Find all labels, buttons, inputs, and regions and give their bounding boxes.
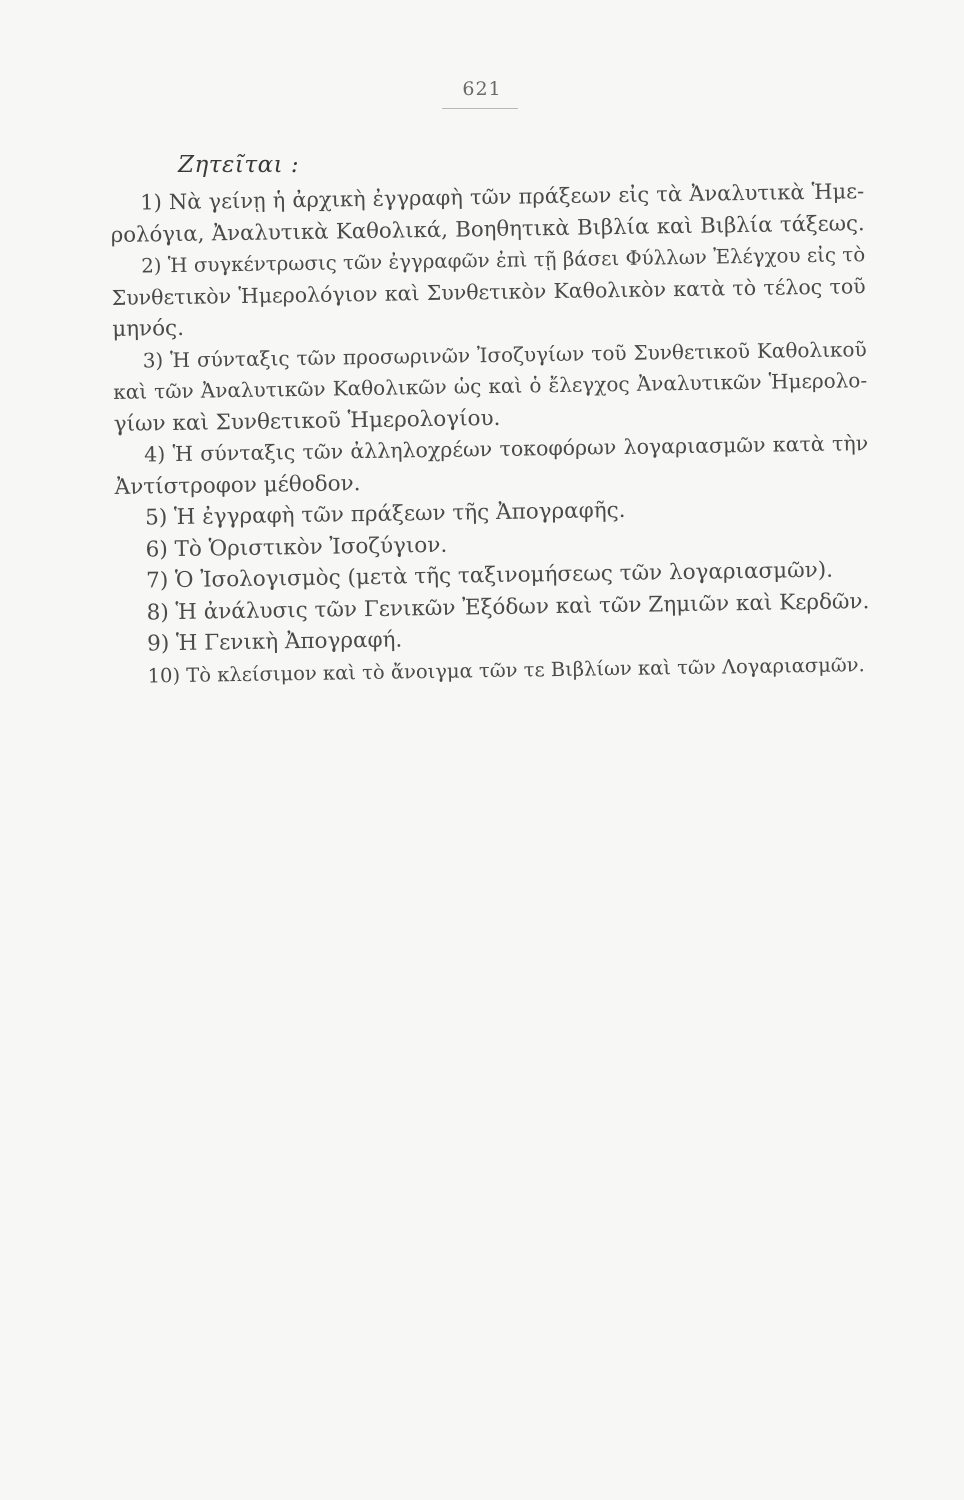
list-item-5: 5) Ἡ ἐγγραφὴ τῶν πράξεων τῆς Ἀπογραφῆς. (144, 497, 626, 531)
list-item-1-line-2: ρολόγια, Ἀναλυτικὰ Καθολικά, Βοηθητικὰ Βιβλία καὶ Βιβλία τάξεως. (110, 210, 865, 248)
list-item-8: 8) Ἡ ἀνάλυσις τῶν Γενικῶν Ἐξόδων καὶ τῶν Ζημιῶν καὶ Κερδῶν. (146, 588, 870, 625)
list-item-6: 6) Τὸ Ὁριστικὸν Ἰσοζύγιον. (145, 532, 448, 562)
list-item-2-line-2: Συνθετικὸν Ἡμερολόγιον καὶ Συνθετικὸν Καθολικὸν κατὰ τὸ τέλος τοῦ (111, 273, 866, 310)
list-item-4-line-1: 4) Ἡ σύνταξις τῶν ἀλληλοχρέων τοκοφόρων λογαριασμῶν κατὰ τὴν (144, 431, 869, 467)
page-number: 621 (462, 78, 502, 100)
requirements-list (110, 176, 872, 692)
list-item-7: 7) Ὁ Ἰσολογισμὸς (μετὰ τῆς ταξινομήσεως τῶν λογαριασμῶν). (145, 557, 834, 594)
list-item-3-line-1: 3) Ἡ σύνταξις τῶν προσωρινῶν Ἰσοζυγίων τοῦ Συνθετικοῦ Καθολικοῦ (142, 336, 867, 373)
list-item-3-line-3: γίων καὶ Συνθετικοῦ Ἡμερολογίου. (113, 405, 501, 437)
list-item-10: 10) Τὸ κλείσιμον καὶ τὸ ἄνοιγμα τῶν τε Βιβλίων καὶ τῶν Λογαριασμῶν. (147, 652, 865, 687)
section-heading: Ζητεῖται : (178, 152, 300, 178)
list-item-2-line-1: 2) Ἡ συγκέντρωσις τῶν ἐγγραφῶν ἐπὶ τῇ βάσει Φύλλων Ἐλέγχου εἰς τὸ (141, 243, 866, 278)
list-item-4-line-2: Ἀντίστροφον μέθοδον. (114, 470, 361, 500)
list-item-1-line-1: 1) Νὰ γείνῃ ἡ ἀρχικὴ ἐγγραφὴ τῶν πράξεων εἰς τὰ Ἀναλυτικὰ Ἡμε- (140, 179, 865, 215)
list-item-9: 9) Ἡ Γενικὴ Ἀπογραφή. (146, 627, 403, 657)
page-number-rule (442, 108, 518, 109)
list-item-2-line-3: μηνός. (112, 315, 185, 342)
list-item-3-line-2: καὶ τῶν Ἀναλυτικῶν Καθολικῶν ὡς καὶ ὁ ἔλεγχος Ἀναλυτικῶν Ἡμερολο- (113, 368, 868, 404)
